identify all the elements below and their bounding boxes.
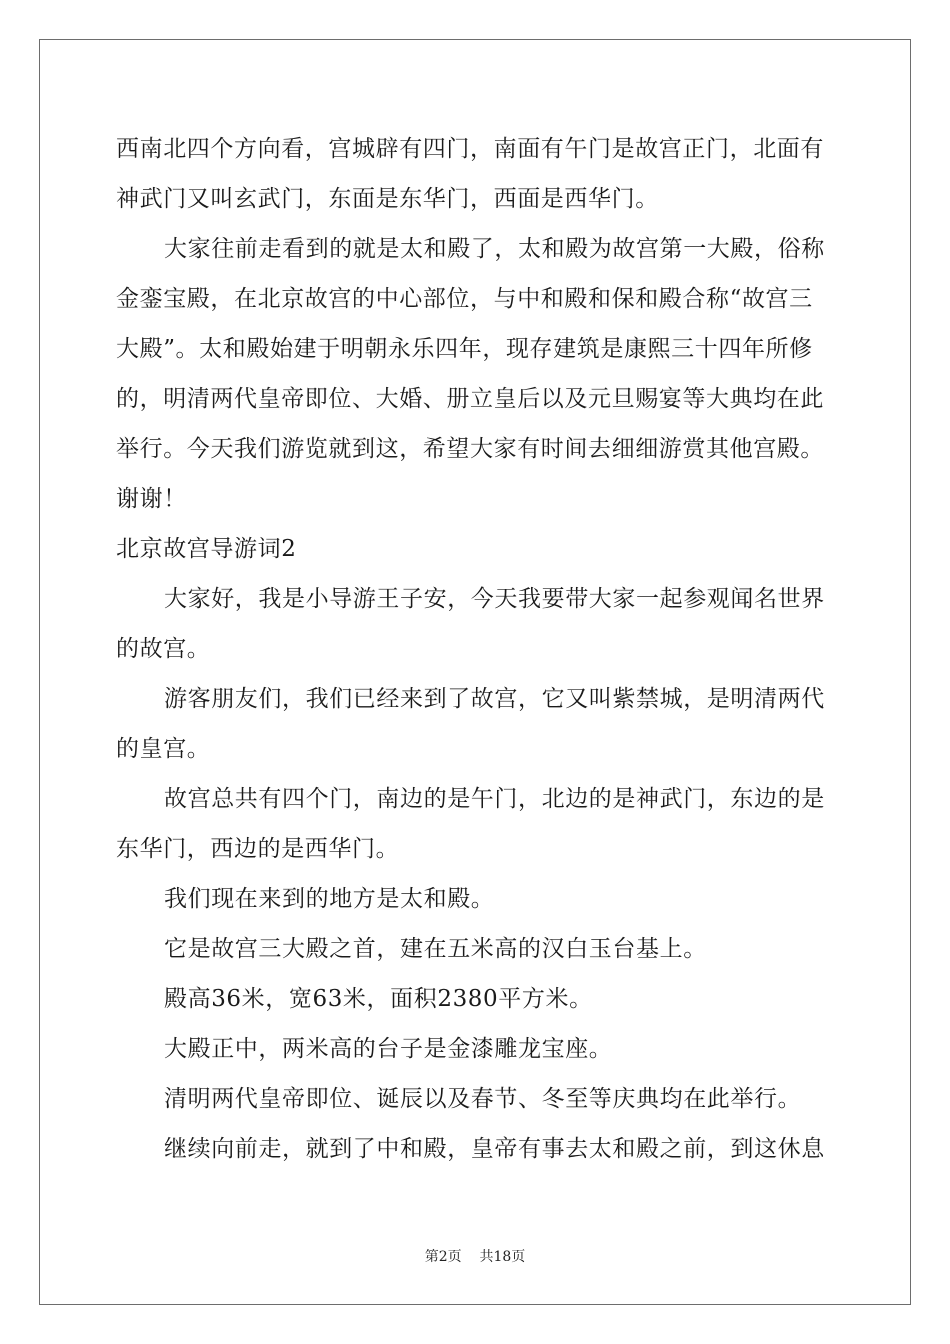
paragraph-start-line: 游客朋友们，我们已经来到了故宫，它又叫紫禁城，是明清两代 xyxy=(164,686,825,712)
paragraph-start-line: 殿高36米，宽63米，面积2380平方米。 xyxy=(164,986,593,1012)
text-line: 谢谢！ xyxy=(116,486,187,512)
paragraph-start-line: 大殿正中，两米高的台子是金漆雕龙宝座。 xyxy=(164,1036,613,1062)
text-line: 的故宫。 xyxy=(116,636,211,662)
text-line: 神武门又叫玄武门，东面是东华门，西面是西华门。 xyxy=(116,186,659,212)
paragraph-start-line: 它是故宫三大殿之首，建在五米高的汉白玉台基上。 xyxy=(164,936,707,962)
paragraph-start-line: 故宫总共有四个门，南边的是午门，北边的是神武门，东边的是 xyxy=(164,786,825,812)
paragraph-start-line: 大家往前走看到的就是太和殿了，太和殿为故宫第一大殿，俗称 xyxy=(164,236,825,262)
document-body xyxy=(116,124,836,1174)
page-number-footer: 第2页 共18页 xyxy=(424,1249,526,1265)
text-line: 大殿”。太和殿始建于明朝永乐四年，现存建筑是康熙三十四年所修 xyxy=(116,336,813,362)
section-heading: 北京故宫导游词2 xyxy=(116,536,297,562)
text-line: 的，明清两代皇帝即位、大婚、册立皇后以及元旦赐宴等大典均在此 xyxy=(116,386,824,412)
text-line: 举行。今天我们游览就到这，希望大家有时间去细细游赏其他宫殿。 xyxy=(116,436,824,462)
text-line: 西南北四个方向看，宫城辟有四门，南面有午门是故宫正门，北面有 xyxy=(116,136,824,162)
paragraph-start-line: 我们现在来到的地方是太和殿。 xyxy=(164,886,495,912)
text-line: 金銮宝殿，在北京故宫的中心部位，与中和殿和保和殿合称“故宫三 xyxy=(116,286,813,312)
paragraph-start-line: 大家好，我是小导游王子安，今天我要带大家一起参观闻名世界 xyxy=(164,586,825,612)
text-line: 东华门，西边的是西华门。 xyxy=(116,836,400,862)
paragraph-start-line: 继续向前走，就到了中和殿，皇帝有事去太和殿之前，到这休息 xyxy=(164,1136,825,1162)
text-line: 的皇宫。 xyxy=(116,736,211,762)
paragraph-start-line: 清明两代皇帝即位、诞辰以及春节、冬至等庆典均在此举行。 xyxy=(164,1086,802,1112)
